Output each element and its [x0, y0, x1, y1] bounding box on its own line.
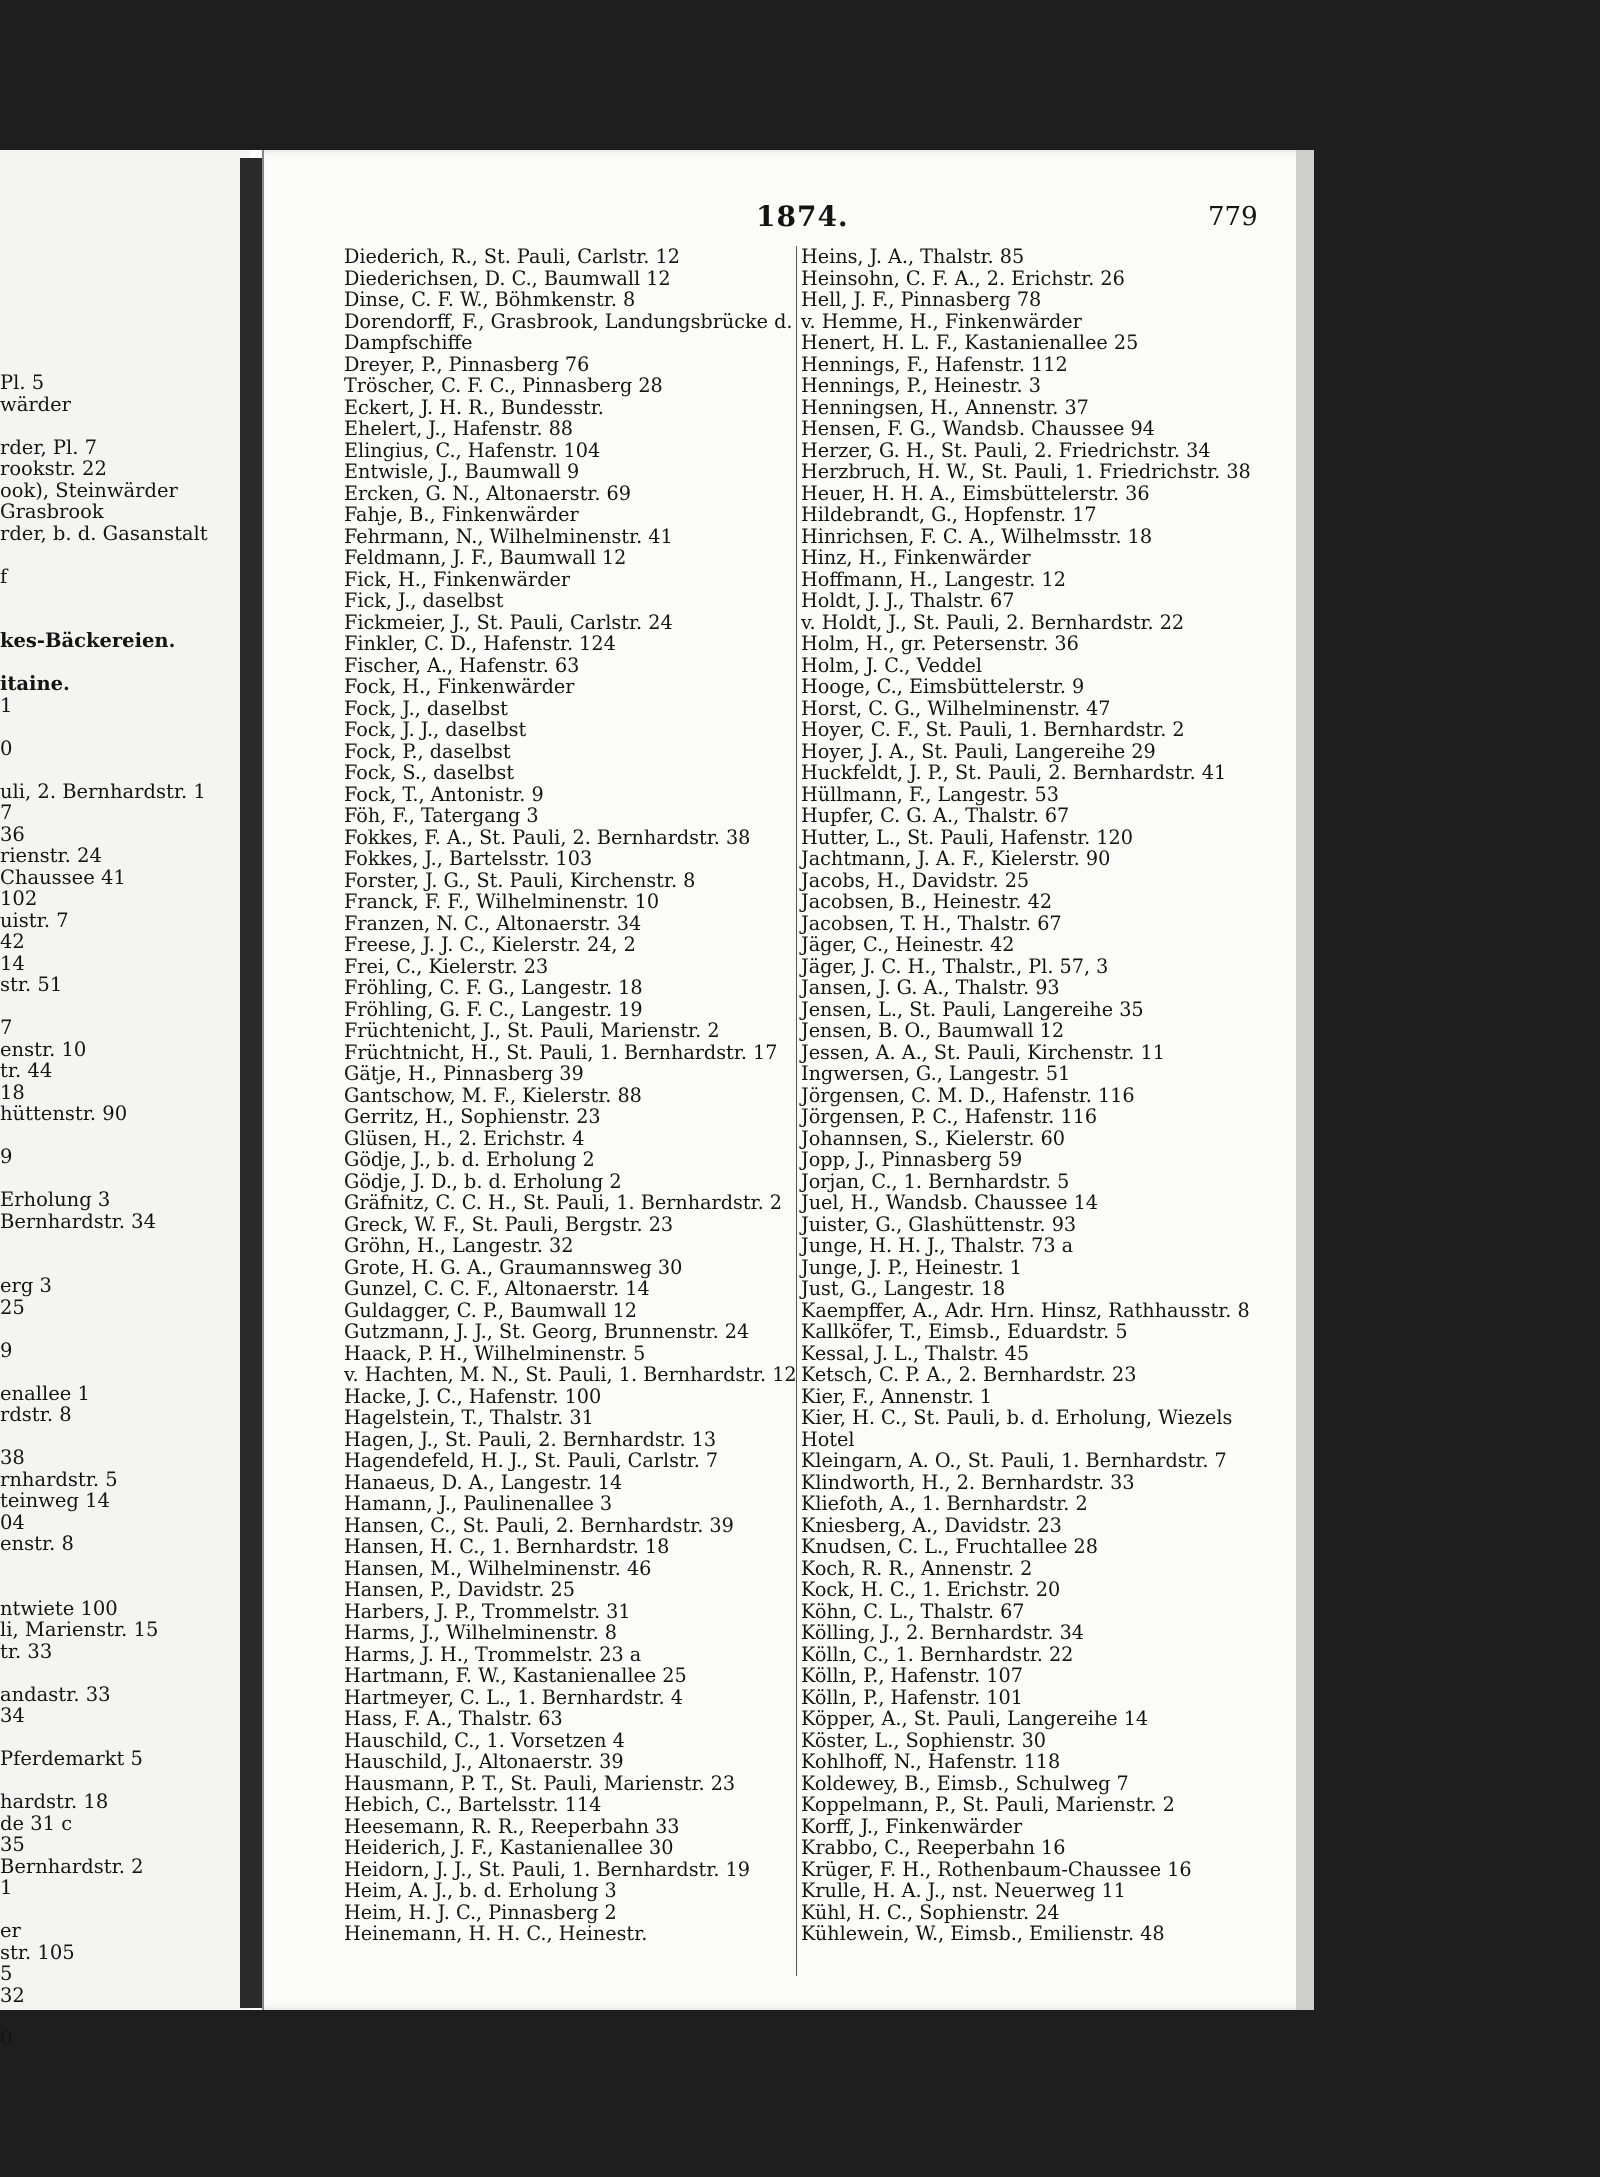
left-page-line: [0, 652, 208, 674]
directory-entry: Horst, C. G., Wilhelminenstr. 47: [801, 696, 1111, 720]
left-page-line: [0, 1770, 208, 1792]
left-page-line: kes-Bäckereien.: [0, 629, 176, 652]
directory-entry: Gödje, J. D., b. d. Erholung 2: [344, 1169, 622, 1193]
left-page-line: [0, 2006, 208, 2028]
directory-entry: Köpper, A., St. Pauli, Langereihe 14: [801, 1707, 1149, 1730]
left-page-line: uli, 2. Bernhardstr. 1: [0, 779, 206, 803]
directory-entry: Dorendorff, F., Grasbrook, Landungsbrücke d.: [344, 309, 793, 333]
page-number: 779: [1208, 202, 1258, 232]
directory-entry: Haack, P. H., Wilhelminenstr. 5: [344, 1341, 646, 1365]
directory-entry: Krabbo, C., Reeperbahn 16: [801, 1836, 1066, 1859]
left-page-line: [0, 1576, 208, 1598]
left-page-line: rookstr. 22: [0, 457, 107, 480]
directory-entry: Gätje, H., Pinnasberg 39: [344, 1062, 584, 1085]
directory-entry: Junge, H. H. J., Thalstr. 73 a: [801, 1234, 1074, 1257]
directory-entry: Fokkes, J., Bartelsstr. 103: [344, 847, 593, 870]
directory-entry: Kohlhoff, N., Hafenstr. 118: [801, 1750, 1061, 1773]
directory-entry: Frei, C., Kielerstr. 23: [344, 954, 549, 978]
directory-entry: Heuer, H. H. A., Eimsbüttelerstr. 36: [801, 481, 1150, 505]
directory-entry: Kier, F., Annenstr. 1: [801, 1384, 993, 1408]
directory-entry: Hagelstein, T., Thalstr. 31: [344, 1406, 594, 1429]
directory-entry: v. Holdt, J., St. Pauli, 2. Bernhardstr. 22: [801, 610, 1185, 634]
directory-entry: Fischer, A., Hafenstr. 63: [344, 653, 580, 677]
left-page-line: 18: [0, 1080, 25, 1104]
left-page-line: 1: [0, 693, 13, 717]
directory-entry: Hoffmann, H., Langestr. 12: [801, 567, 1066, 591]
left-page-line: tr. 44: [0, 1059, 53, 1082]
left-page-line: rnhardstr. 5: [0, 1467, 118, 1491]
directory-entry: Tröscher, C. F. C., Pinnasberg 28: [344, 374, 663, 397]
left-page-line: [0, 1232, 208, 1254]
directory-entry: Fick, J., daselbst: [344, 589, 504, 612]
directory-entry: Hoyer, C. F., St. Pauli, 1. Bernhardstr. 2: [801, 718, 1185, 741]
directory-entry: Greck, W. F., St. Pauli, Bergstr. 23: [344, 1212, 674, 1236]
left-page-line: 7: [0, 801, 13, 824]
directory-entry: Finkler, C. D., Hafenstr. 124: [344, 632, 616, 655]
directory-entry: Kölling, J., 2. Bernhardstr. 34: [801, 1621, 1084, 1644]
directory-entry: Fick, H., Finkenwärder: [344, 567, 571, 591]
directory-entry: Hartmann, F. W., Kastanienallee 25: [344, 1664, 687, 1687]
directory-entry: Hass, F. A., Thalstr. 63: [344, 1707, 563, 1730]
directory-entry: Jacobsen, T. H., Thalstr. 67: [801, 911, 1062, 935]
directory-entry: Köster, L., Sophienstr. 30: [801, 1728, 1047, 1752]
left-page-line: [0, 1361, 208, 1383]
directory-entry: Harms, J., Wilhelminenstr. 8: [344, 1621, 618, 1644]
directory-entry: Jacobs, H., Davidstr. 25: [801, 868, 1030, 892]
left-page-line: rdstr. 8: [0, 1403, 72, 1426]
directory-entry: Juister, G., Glashüttenstr. 93: [801, 1212, 1077, 1236]
left-page-line: 0: [0, 2026, 13, 2050]
directory-entry: Koldewey, B., Eimsb., Schulweg 7: [801, 1771, 1129, 1795]
directory-entry: Hennings, P., Heinestr. 3: [801, 374, 1041, 397]
left-page-line: 36: [0, 822, 25, 846]
directory-entry: Gröhn, H., Langestr. 32: [344, 1234, 574, 1257]
left-page-line: Pferdemarkt 5: [0, 1747, 143, 1770]
left-page-line: str. 51: [0, 973, 63, 996]
directory-entry: Jopp, J., Pinnasberg 59: [801, 1148, 1023, 1171]
directory-entry: Fock, S., daselbst: [344, 761, 515, 784]
directory-entry: Heidorn, J. J., St. Pauli, 1. Bernhardstr. 19: [344, 1857, 750, 1881]
left-page-line: 5: [0, 1962, 13, 1985]
directory-entry: Fröhling, C. F. G., Langestr. 18: [344, 976, 643, 999]
directory-entry: Fock, J. J., daselbst: [344, 718, 527, 741]
left-page-line: Pl. 5: [0, 371, 45, 394]
left-page-line: [0, 587, 208, 609]
directory-entry: Johannsen, S., Kielerstr. 60: [801, 1126, 1065, 1150]
directory-entry: Kölln, P., Hafenstr. 101: [801, 1685, 1023, 1709]
left-page-line: 32: [0, 1983, 25, 2007]
directory-entry: Hensen, F. G., Wandsb. Chaussee 94: [801, 417, 1155, 440]
left-page: [0, 150, 250, 2050]
left-page-line: Bernhardstr. 2: [0, 1854, 144, 1878]
directory-entry: Gräfnitz, C. C. H., St. Pauli, 1. Bernhardstr. 2: [344, 1191, 783, 1214]
left-page-line: teinweg 14: [0, 1489, 110, 1512]
directory-entry: Entwisle, J., Baumwall 9: [344, 460, 580, 483]
directory-entry: Forster, J. G., St. Pauli, Kirchenstr. 8: [344, 868, 696, 892]
directory-entry: Hanaeus, D. A., Langestr. 14: [344, 1470, 623, 1494]
left-page-line: ntwiete 100: [0, 1596, 118, 1620]
directory-entry: Hotel: [801, 1427, 855, 1451]
directory-entry: Hartmeyer, C. L., 1. Bernhardstr. 4: [344, 1685, 683, 1709]
directory-entry: Hausmann, P. T., St. Pauli, Marienstr. 23: [344, 1771, 736, 1795]
directory-entry: Fock, J., daselbst: [344, 696, 508, 720]
left-page-line: 102: [0, 887, 38, 910]
directory-entry: Gödje, J., b. d. Erholung 2: [344, 1148, 595, 1171]
left-page-line: [0, 1727, 208, 1749]
directory-entry: Heins, J. A., Thalstr. 85: [801, 245, 1025, 268]
directory-entry: Heiderich, J. F., Kastanienallee 30: [344, 1836, 674, 1859]
directory-entry: Herzbruch, H. W., St. Pauli, 1. Friedrichstr. 38: [801, 460, 1251, 483]
directory-entry: Heesemann, R. R., Reeperbahn 33: [344, 1814, 680, 1838]
directory-entry: Kölln, P., Hafenstr. 107: [801, 1664, 1023, 1687]
left-page-line: [0, 609, 208, 631]
directory-entry: Junge, J. P., Heinestr. 1: [801, 1255, 1022, 1279]
directory-entry: Heinemann, H. H. C., Heinestr.: [344, 1922, 648, 1945]
directory-entry: Elingius, C., Hafenstr. 104: [344, 438, 601, 462]
directory-entry: Hebich, C., Bartelsstr. 114: [344, 1793, 602, 1816]
left-page-line: 9: [0, 1145, 13, 1168]
directory-entry: Heim, H. J. C., Pinnasberg 2: [344, 1900, 617, 1924]
directory-entry: Jachtmann, J. A. F., Kielerstr. 90: [801, 847, 1111, 870]
left-page-text: [0, 372, 208, 2049]
left-page-line: Erholung 3: [0, 1188, 111, 1211]
directory-entry: Fröhling, G. F. C., Langestr. 19: [344, 997, 643, 1021]
directory-entry: Gutzmann, J. J., St. Georg, Brunnenstr. 24: [344, 1320, 750, 1343]
left-page-line: er: [0, 1919, 21, 1942]
directory-entry: Juel, H., Wandsb. Chaussee 14: [801, 1191, 1098, 1214]
directory-entry: Harbers, J. P., Trommelstr. 31: [344, 1599, 631, 1623]
left-page-line: 7: [0, 1016, 13, 1039]
directory-entry: Hoyer, J. A., St. Pauli, Langereihe 29: [801, 739, 1156, 763]
directory-entry: Jäger, J. C. H., Thalstr., Pl. 57, 3: [801, 954, 1109, 978]
left-page-line: erg 3: [0, 1274, 52, 1297]
directory-entry: Kallköfer, T., Eimsb., Eduardstr. 5: [801, 1320, 1128, 1343]
directory-entry: Jörgensen, P. C., Hafenstr. 116: [801, 1105, 1098, 1128]
left-page-line: itaine.: [0, 672, 70, 695]
left-page-line: uistr. 7: [0, 908, 69, 932]
directory-entry: Dinse, C. F. W., Böhmkenstr. 8: [344, 288, 636, 311]
directory-entry: Hupfer, C. G. A., Thalstr. 67: [801, 804, 1070, 827]
left-page-line: 9: [0, 1338, 13, 1362]
left-page-line: [0, 544, 208, 566]
directory-entry: Ingwersen, G., Langestr. 51: [801, 1062, 1071, 1085]
directory-entry: Guldagger, C. P., Baumwall 12: [344, 1298, 637, 1322]
directory-entry: Hell, J. F., Pinnasberg 78: [801, 288, 1042, 311]
left-page-line: [0, 1168, 208, 1190]
directory-column-right: [796, 246, 1251, 1976]
directory-entry: Früchtnicht, H., St. Pauli, 1. Bernhardstr. 17: [344, 1040, 778, 1064]
directory-entry: Huckfeldt, J. P., St. Pauli, 2. Bernhardstr. 41: [801, 761, 1227, 784]
directory-entry: Gerritz, H., Sophienstr. 23: [344, 1105, 601, 1128]
directory-entry: Föh, F., Tatergang 3: [344, 804, 539, 827]
left-page-line: [0, 1318, 208, 1340]
directory-entry: Hansen, C., St. Pauli, 2. Bernhardstr. 39: [344, 1513, 734, 1537]
directory-entry: Hansen, P., Davidstr. 25: [344, 1578, 575, 1601]
directory-entry: Jäger, C., Heinestr. 42: [801, 933, 1015, 956]
left-page-line: [0, 1555, 208, 1577]
left-page-line: [0, 1899, 208, 1921]
left-page-line: 04: [0, 1510, 25, 1534]
directory-entry: Grote, H. G. A., Graumannsweg 30: [344, 1255, 683, 1279]
directory-entry: Ercken, G. N., Altonaerstr. 69: [344, 481, 631, 505]
directory-entry: Koch, R. R., Annenstr. 2: [801, 1556, 1033, 1580]
left-page-line: wärder: [0, 392, 71, 416]
left-page-line: Bernhardstr. 34: [0, 1209, 156, 1233]
left-page-line: enstr. 8: [0, 1532, 74, 1555]
directory-entry: v. Hachten, M. N., St. Pauli, 1. Bernhardstr. 12: [344, 1363, 797, 1386]
directory-entry: v. Hemme, H., Finkenwärder: [801, 309, 1082, 333]
page-year: 1874.: [756, 200, 849, 233]
directory-entry: Just, G., Langestr. 18: [801, 1277, 1006, 1300]
directory-entry: Fahje, B., Finkenwärder: [344, 503, 579, 526]
directory-entry: Krulle, H. A. J., nst. Neuerweg 11: [801, 1879, 1126, 1902]
directory-entry: Harms, J. H., Trommelstr. 23 a: [344, 1642, 642, 1666]
directory-entry: Kühlewein, W., Eimsb., Emilienstr. 48: [801, 1922, 1165, 1945]
directory-entry: Hinz, H., Finkenwärder: [801, 546, 1031, 569]
directory-entry: Knudsen, C. L., Fruchtallee 28: [801, 1535, 1098, 1558]
directory-entry: Jansen, J. G. A., Thalstr. 93: [801, 976, 1060, 999]
directory-entry: Hinrichsen, F. C. A., Wilhelmsstr. 18: [801, 524, 1153, 548]
directory-entry: Jorjan, C., 1. Bernhardstr. 5: [801, 1169, 1070, 1193]
left-page-line: rder, Pl. 7: [0, 435, 98, 459]
directory-entry: Ehelert, J., Hafenstr. 88: [344, 417, 574, 440]
directory-entry: Heinsohn, C. F. A., 2. Erichstr. 26: [801, 266, 1125, 290]
directory-entry: Fock, P., daselbst: [344, 739, 511, 763]
directory-entry: Ketsch, C. P. A., 2. Bernhardstr. 23: [801, 1363, 1137, 1386]
left-page-line: hardstr. 18: [0, 1790, 109, 1813]
left-page-line: 14: [0, 951, 25, 975]
directory-entry: Kessal, J. L., Thalstr. 45: [801, 1341, 1030, 1365]
directory-entry: Heim, A. J., b. d. Erholung 3: [344, 1879, 617, 1902]
directory-entry: Hansen, H. C., 1. Bernhardstr. 18: [344, 1535, 670, 1558]
directory-entry: Jensen, L., St. Pauli, Langereihe 35: [801, 997, 1144, 1021]
left-page-line: 38: [0, 1446, 25, 1469]
directory-entry: Gantschow, M. F., Kielerstr. 88: [344, 1083, 642, 1107]
directory-entry: Gunzel, C. C. F., Altonaerstr. 14: [344, 1277, 650, 1300]
directory-entry: Jacobsen, B., Heinestr. 42: [801, 890, 1053, 913]
directory-entry: Eckert, J. H. R., Bundesstr.: [344, 395, 604, 419]
directory-entry: Kock, H. C., 1. Erichstr. 20: [801, 1578, 1061, 1601]
left-page-line: enstr. 10: [0, 1037, 87, 1061]
directory-entry: Fock, H., Finkenwärder: [344, 675, 575, 698]
directory-entry: Korff, J., Finkenwärder: [801, 1814, 1023, 1838]
left-page-line: [0, 415, 208, 437]
left-page-line: [0, 996, 208, 1018]
directory-entry: Jensen, B. O., Baumwall 12: [801, 1019, 1065, 1042]
left-page-line: 42: [0, 930, 25, 953]
directory-entry: Dreyer, P., Pinnasberg 76: [344, 352, 590, 376]
directory-entry: Kleingarn, A. O., St. Pauli, 1. Bernhardstr. 7: [801, 1449, 1227, 1472]
left-page-line: f: [0, 564, 8, 588]
left-page-line: [0, 1125, 208, 1147]
left-page-line: [0, 1254, 208, 1276]
left-page-line: [0, 1426, 208, 1448]
directory-entry: Hauschild, J., Altonaerstr. 39: [344, 1750, 624, 1773]
left-page-line: ook), Steinwärder: [0, 478, 178, 502]
left-page-line: tr. 33: [0, 1639, 53, 1663]
directory-entry: Diederich, R., St. Pauli, Carlstr. 12: [344, 245, 680, 268]
directory-entry: Holdt, J. J., Thalstr. 67: [801, 589, 1015, 612]
directory-entry: Kniesberg, A., Davidstr. 23: [801, 1513, 1062, 1537]
left-page-line: rienstr. 24: [0, 844, 102, 867]
left-page-line: li, Marienstr. 15: [0, 1618, 159, 1641]
directory-entry: Kier, H. C., St. Pauli, b. d. Erholung, Wiezels: [801, 1406, 1233, 1429]
left-page-line: andastr. 33: [0, 1682, 111, 1706]
directory-column-left: [344, 246, 797, 1945]
left-page-line: de 31 c: [0, 1811, 73, 1835]
directory-entry: Holm, J. C., Veddel: [801, 653, 983, 677]
left-page-line: [0, 759, 208, 781]
directory-entry: Hennings, F., Hafenstr. 112: [801, 352, 1068, 376]
directory-entry: Hacke, J. C., Hafenstr. 100: [344, 1384, 602, 1408]
left-page-line: rder, b. d. Gasanstalt: [0, 521, 208, 545]
directory-entry: Jörgensen, C. M. D., Hafenstr. 116: [801, 1083, 1135, 1107]
left-page-line: 34: [0, 1704, 25, 1727]
directory-entry: Diederichsen, D. C., Baumwall 12: [344, 266, 671, 290]
left-page-line: str. 105: [0, 1940, 75, 1964]
directory-entry: Hauschild, C., 1. Vorsetzen 4: [344, 1728, 625, 1752]
directory-entry: Franck, F. F., Wilhelminenstr. 10: [344, 890, 660, 913]
directory-entry: Klindworth, H., 2. Bernhardstr. 33: [801, 1470, 1135, 1494]
left-page-line: [0, 716, 208, 738]
directory-entry: Jessen, A. A., St. Pauli, Kirchenstr. 11: [801, 1040, 1165, 1064]
directory-entry: Herzer, G. H., St. Pauli, 2. Friedrichstr. 34: [801, 438, 1211, 462]
directory-entry: Freese, J. J. C., Kielerstr. 24, 2: [344, 933, 636, 956]
directory-entry: Fock, T., Antonistr. 9: [344, 782, 544, 806]
directory-entry: Fehrmann, N., Wilhelminenstr. 41: [344, 524, 673, 548]
directory-entry: Hagendefeld, H. J., St. Pauli, Carlstr. 7: [344, 1449, 719, 1472]
directory-entry: Früchtenicht, J., St. Pauli, Marienstr. 2: [344, 1019, 720, 1042]
left-page-line: 0: [0, 736, 13, 760]
left-page-line: Grasbrook: [0, 500, 104, 523]
directory-entry: Hooge, C., Eimsbüttelerstr. 9: [801, 675, 1085, 698]
directory-entry: Henningsen, H., Annenstr. 37: [801, 395, 1089, 419]
left-page-line: enallee 1: [0, 1381, 90, 1405]
directory-entry: Fickmeier, J., St. Pauli, Carlstr. 24: [344, 610, 673, 634]
directory-entry: Kaempffer, A., Adr. Hrn. Hinsz, Rathhausstr. 8: [801, 1298, 1250, 1322]
directory-entry: Hansen, M., Wilhelminenstr. 46: [344, 1556, 652, 1580]
directory-entry: Kühl, H. C., Sophienstr. 24: [801, 1900, 1060, 1924]
directory-entry: Hagen, J., St. Pauli, 2. Bernhardstr. 13: [344, 1427, 717, 1451]
directory-entry: Kliefoth, A., 1. Bernhardstr. 2: [801, 1492, 1088, 1515]
left-page-line: 35: [0, 1833, 25, 1856]
directory-entry: Hüllmann, F., Langestr. 53: [801, 782, 1059, 806]
directory-entry: Dampfschiffe: [344, 331, 473, 354]
directory-entry: Kölln, C., 1. Bernhardstr. 22: [801, 1642, 1074, 1666]
directory-entry: Koppelmann, P., St. Pauli, Marienstr. 2: [801, 1793, 1175, 1816]
directory-entry: Fokkes, F. A., St. Pauli, 2. Bernhardstr. 38: [344, 825, 751, 849]
directory-entry: Feldmann, J. F., Baumwall 12: [344, 546, 627, 569]
directory-entry: Köhn, C. L., Thalstr. 67: [801, 1599, 1025, 1623]
directory-entry: Glüsen, H., 2. Erichstr. 4: [344, 1126, 585, 1150]
directory-entry: Hutter, L., St. Pauli, Hafenstr. 120: [801, 825, 1133, 849]
directory-entry: Hildebrandt, G., Hopfenstr. 17: [801, 503, 1097, 526]
directory-entry: Krüger, F. H., Rothenbaum-Chaussee 16: [801, 1857, 1192, 1881]
directory-entry: Hamann, J., Paulinenallee 3: [344, 1492, 613, 1515]
left-page-line: hüttenstr. 90: [0, 1102, 128, 1125]
right-border: [1310, 0, 1600, 2177]
page-edge: [1296, 150, 1314, 2010]
left-page-line: Chaussee 41: [0, 865, 126, 889]
left-page-line: 1: [0, 1876, 13, 1899]
directory-entry: Holm, H., gr. Petersenstr. 36: [801, 632, 1079, 655]
left-page-line: [0, 1662, 208, 1684]
left-page-line: 25: [0, 1295, 25, 1319]
directory-entry: Henert, H. L. F., Kastanienallee 25: [801, 331, 1139, 354]
directory-entry: Franzen, N. C., Altonaerstr. 34: [344, 911, 642, 935]
